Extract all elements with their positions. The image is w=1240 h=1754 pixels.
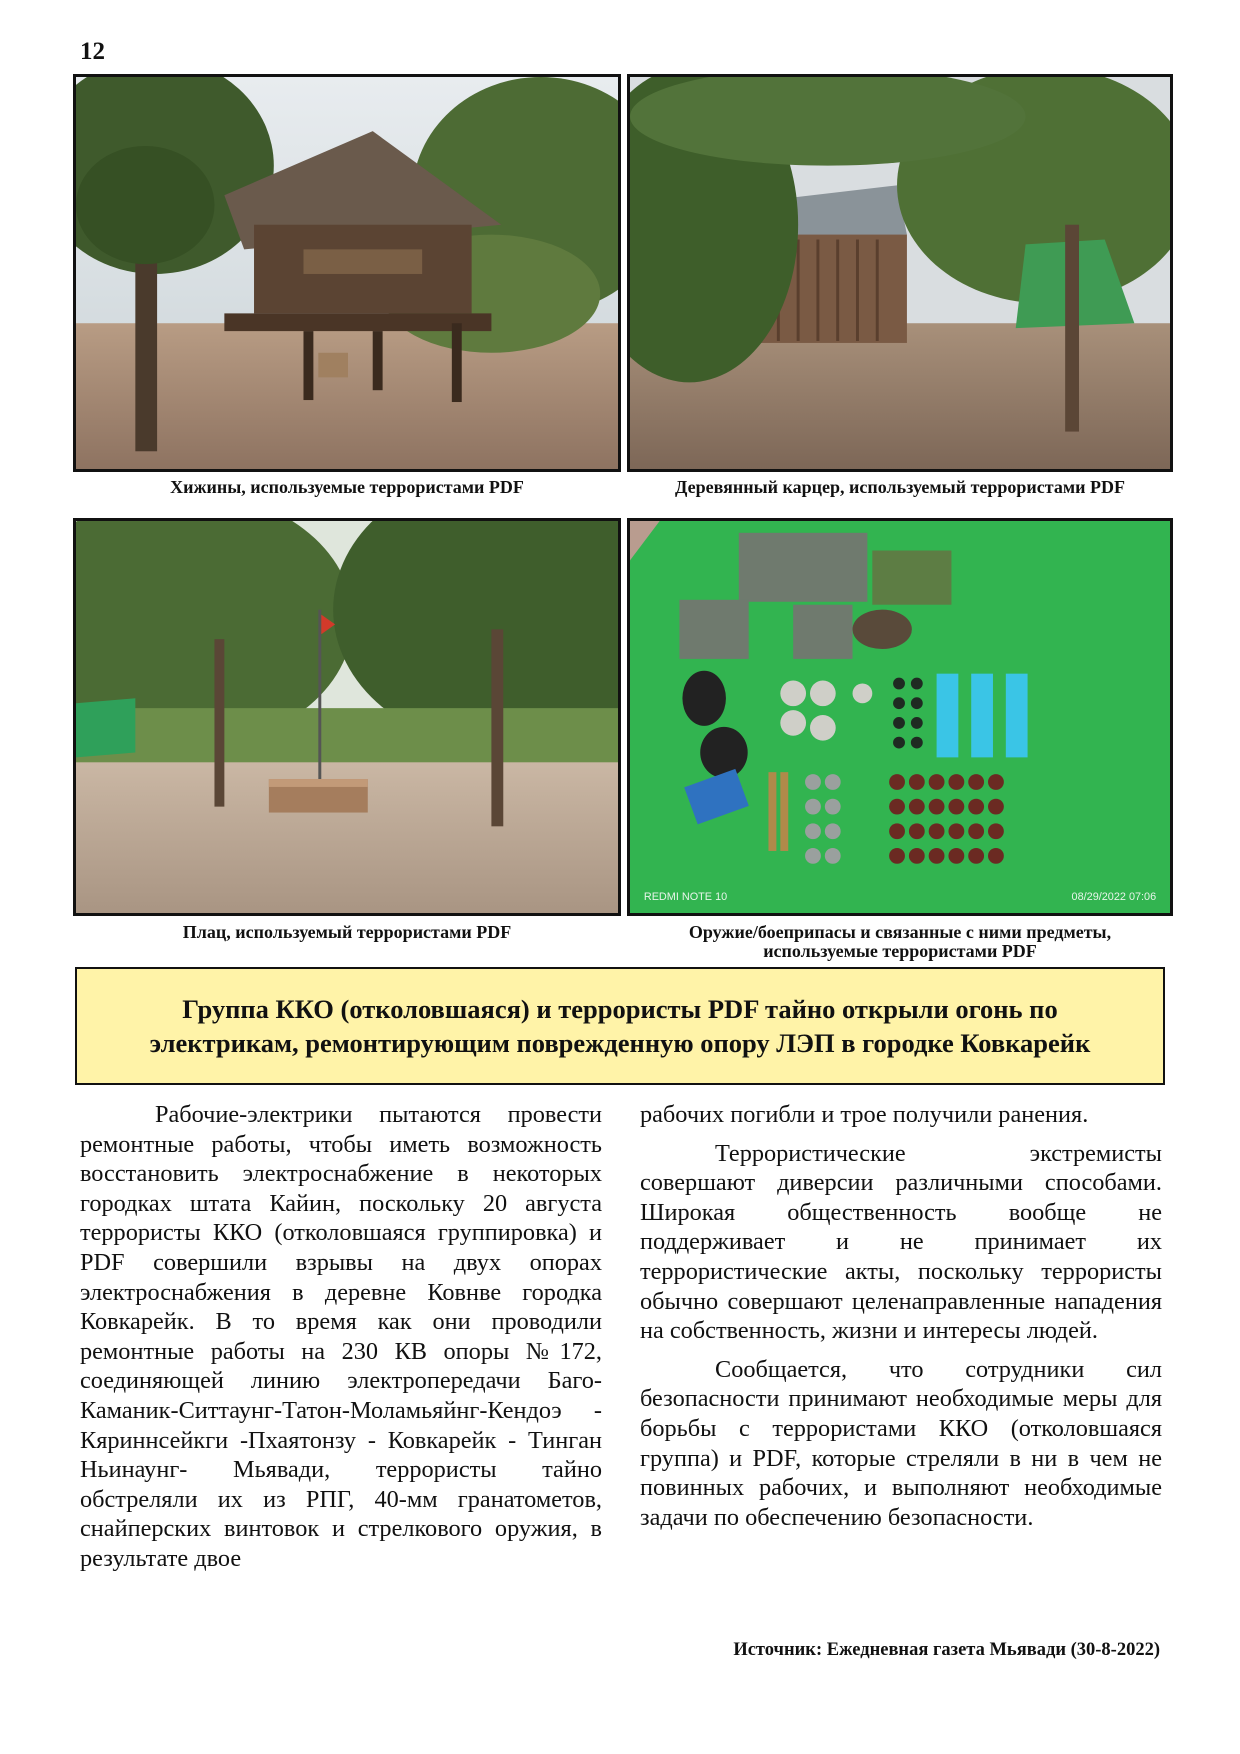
photo-weapons-caption (627, 923, 1173, 961)
article-paragraph-4: Сообщается, что сотрудники сил безопасности принимают необходимые меры для борьбы с террористами ККО (отколовшаяся группа) и PDF, которые стреляли в ни в чем не повинных рабочих, и выполняют необходимые задачи по обеспечению безопасности. (640, 1355, 1162, 1531)
article-column-left (80, 1100, 602, 1574)
article-paragraph-1: Рабочие-электрики пытаются провести ремонтные работы, чтобы иметь возможность восстановить электроснабжение в некоторых городках штата Кайин, поскольку 20 августа террористы ККО (отколовшаяся группировка) и PDF совершили взрывы на двух опорах электроснабжения в деревне Ковнве городка Ковкарейк. В то время как они проводили ремонтные работы на 230 КВ опоры №172, соединяющей линию электропередачи Баго-Каманик-Ситтаунг-Татон-Моламьяйнг-Кендоэ - Кяриннсейкги -Пхаятонзу - Ковкарейк - Тинган Ньинаунг- Мьявади, террористы тайно обстреляли их из РПГ, 40-мм гранатометов, снайперских винтовок и стрелкового оружия, в результате двое (80, 1101, 602, 1572)
photo-huts (73, 74, 621, 472)
camera-overlay-label: REDMI NOTE 10 (643, 891, 728, 904)
photo-huts-caption: Хижины, используемые террористами PDF (170, 477, 524, 497)
article-source: Источник: Ежедневная газета Мьявади (30-8-2022) (733, 1640, 1160, 1660)
camera-overlay-timestamp: 08/29/2022 07:06 (1071, 891, 1157, 904)
photo-wooden-cell-caption: Деревянный карцер, используемый террористами PDF (675, 477, 1125, 497)
article-column-right (640, 1100, 1162, 1532)
photo-parade-ground (73, 518, 621, 916)
article-headline: Группа ККО (отколовшаяся) и террористы PDF тайно открыли огонь по электрикам, ремонтирующим поврежденную опору ЛЭП в городке Ковкарейк (75, 967, 1165, 1085)
article-paragraph-2: рабочих погибли и трое получили ранения. (640, 1101, 1089, 1128)
photo-weapons (627, 518, 1173, 916)
page-number: 12 (80, 38, 105, 65)
photo-parade-ground-caption: Плац, используемый террористами PDF (182, 922, 512, 942)
photo-wooden-cell (627, 74, 1173, 472)
photo-weapons-caption-line1: Оружие/боеприпасы и связанные с ними предметы, (688, 922, 1112, 942)
article-paragraph-3: Террористические экстремисты совершают диверсии различными способами. Широкая общественность вообще не поддерживает и не принимает их террористические акты, поскольку террористы обычно совершают целенаправленные нападения на собственность, жизни и интересы людей. (640, 1139, 1162, 1345)
photo-weapons-caption-line2: используемые террористами PDF (763, 941, 1037, 961)
